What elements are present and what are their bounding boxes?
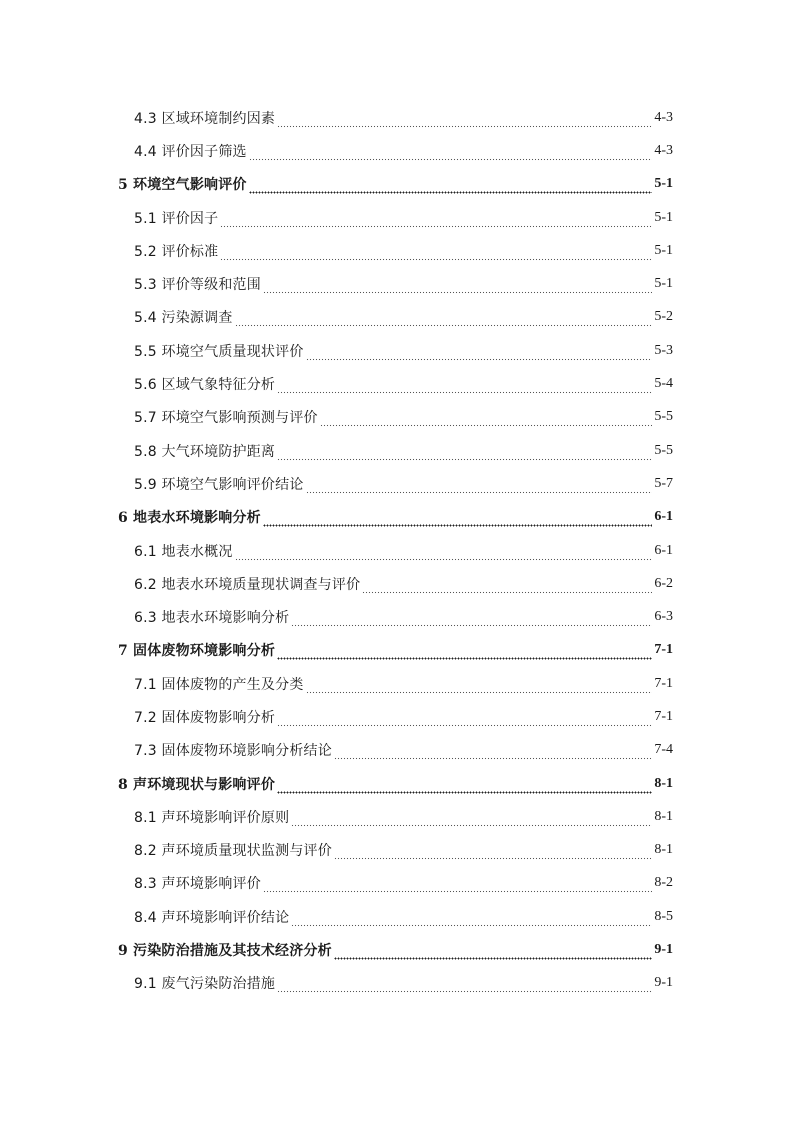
toc-entry-title: 8 声环境现状与影响评价 [118, 776, 276, 793]
toc-section-entry[interactable] [0, 600, 794, 633]
toc-section-entry[interactable] [0, 534, 794, 567]
toc-entry-title: 5.6 区域气象特征分析 [134, 377, 276, 394]
toc-entry-page-number: 7-1 [654, 675, 673, 691]
toc-section-entry[interactable] [0, 134, 794, 167]
toc-entry-title: 6.3 地表水环境影响分析 [134, 610, 290, 627]
toc-entry-title: 8.1 声环境影响评价原则 [134, 809, 290, 826]
toc-section-entry[interactable] [0, 734, 794, 767]
toc-entry-page-number: 5-1 [654, 176, 673, 192]
toc-entry-page-number: 5-1 [654, 242, 673, 258]
toc-dot-leader [306, 480, 653, 494]
toc-entry-title: 4.3 区域环境制约因素 [134, 110, 276, 127]
toc-entry-page-number: 4-3 [654, 142, 673, 158]
toc-dot-leader [277, 780, 652, 794]
toc-dot-leader [263, 513, 653, 527]
toc-dot-leader [249, 147, 653, 161]
toc-entry-title: 7 固体废物环境影响分析 [118, 643, 276, 660]
toc-dot-leader [220, 247, 652, 261]
toc-entry-page-number: 5-7 [654, 475, 673, 491]
toc-entry-title: 5.1 评价因子 [134, 210, 219, 227]
toc-section-entry[interactable] [0, 900, 794, 933]
toc-entry-page-number: 8-2 [654, 875, 673, 891]
toc-entry-title: 5.4 污染源调查 [134, 310, 233, 327]
toc-section-entry[interactable] [0, 467, 794, 500]
toc-entry-title: 4.4 评价因子筛选 [134, 143, 247, 160]
toc-chapter-entry[interactable] [0, 501, 794, 534]
toc-entry-title: 9.1 废气污染防治措施 [134, 976, 276, 993]
toc-chapter-entry[interactable] [0, 933, 794, 966]
toc-entry-title: 5.9 环境空气影响评价结论 [134, 476, 304, 493]
toc-dot-leader [235, 547, 653, 561]
toc-entry-page-number: 7-1 [654, 708, 673, 724]
toc-dot-leader [277, 713, 652, 727]
table-of-contents [0, 101, 794, 1000]
toc-dot-leader [249, 180, 653, 194]
toc-entry-page-number: 8-1 [654, 775, 673, 791]
toc-entry-title: 7.2 固体废物影响分析 [134, 709, 276, 726]
toc-dot-leader [362, 580, 652, 594]
toc-entry-title: 7.3 固体废物环境影响分析结论 [134, 743, 332, 760]
toc-entry-page-number: 6-1 [654, 509, 673, 525]
toc-entry-page-number: 7-4 [654, 742, 673, 758]
toc-section-entry[interactable] [0, 367, 794, 400]
toc-entry-page-number: 5-5 [654, 442, 673, 458]
toc-section-entry[interactable] [0, 867, 794, 900]
toc-entry-title: 5.3 评价等级和范围 [134, 277, 261, 294]
toc-entry-page-number: 9-1 [654, 942, 673, 958]
toc-entry-title: 6.2 地表水环境质量现状调查与评价 [134, 576, 361, 593]
toc-section-entry[interactable] [0, 301, 794, 334]
toc-entry-title: 5 环境空气影响评价 [118, 177, 247, 194]
toc-entry-page-number: 6-2 [654, 575, 673, 591]
toc-dot-leader [277, 380, 652, 394]
toc-entry-page-number: 6-1 [654, 542, 673, 558]
toc-entry-title: 5.7 环境空气影响预测与评价 [134, 410, 318, 427]
toc-entry-page-number: 8-1 [654, 842, 673, 858]
toc-entry-title: 5.5 环境空气质量现状评价 [134, 343, 304, 360]
toc-section-entry[interactable] [0, 567, 794, 600]
toc-entry-title: 9 污染防治措施及其技术经济分析 [118, 943, 332, 960]
toc-section-entry[interactable] [0, 800, 794, 833]
toc-section-entry[interactable] [0, 667, 794, 700]
toc-chapter-entry[interactable] [0, 168, 794, 201]
toc-entry-page-number: 5-3 [654, 342, 673, 358]
toc-dot-leader [220, 214, 652, 228]
toc-entry-title: 5.8 大气环境防护距离 [134, 443, 276, 460]
toc-section-entry[interactable] [0, 201, 794, 234]
toc-section-entry[interactable] [0, 401, 794, 434]
toc-entry-title: 7.1 固体废物的产生及分类 [134, 676, 304, 693]
toc-dot-leader [235, 313, 653, 327]
toc-entry-title: 6.1 地表水概况 [134, 543, 233, 560]
toc-entry-page-number: 5-1 [654, 209, 673, 225]
toc-entry-page-number: 5-1 [654, 276, 673, 292]
toc-section-entry[interactable] [0, 434, 794, 467]
toc-entry-page-number: 5-4 [654, 376, 673, 392]
toc-entry-title: 8.3 声环境影响评价 [134, 876, 261, 893]
toc-dot-leader [306, 347, 653, 361]
toc-section-entry[interactable] [0, 101, 794, 134]
toc-entry-page-number: 4-3 [654, 109, 673, 125]
toc-dot-leader [277, 979, 652, 993]
toc-entry-title: 6 地表水环境影响分析 [118, 510, 261, 527]
toc-section-entry[interactable] [0, 834, 794, 867]
toc-dot-leader [291, 913, 652, 927]
toc-entry-page-number: 5-5 [654, 409, 673, 425]
toc-entry-page-number: 6-3 [654, 609, 673, 625]
toc-dot-leader [320, 413, 653, 427]
toc-entry-title: 5.2 评价标准 [134, 243, 219, 260]
toc-entry-page-number: 9-1 [654, 975, 673, 991]
toc-entry-page-number: 5-2 [654, 309, 673, 325]
toc-chapter-entry[interactable] [0, 634, 794, 667]
toc-dot-leader [263, 879, 652, 893]
toc-dot-leader [334, 746, 652, 760]
toc-dot-leader [277, 447, 652, 461]
toc-dot-leader [306, 680, 653, 694]
toc-entry-page-number: 8-1 [654, 808, 673, 824]
toc-entry-title: 8.2 声环境质量现状监测与评价 [134, 843, 332, 860]
toc-dot-leader [291, 813, 652, 827]
toc-section-entry[interactable] [0, 967, 794, 1000]
toc-section-entry[interactable] [0, 234, 794, 267]
toc-dot-leader [291, 613, 652, 627]
toc-entry-page-number: 8-5 [654, 908, 673, 924]
toc-dot-leader [277, 646, 652, 660]
toc-chapter-entry[interactable] [0, 767, 794, 800]
toc-dot-leader [334, 846, 652, 860]
toc-section-entry[interactable] [0, 334, 794, 367]
toc-entry-title: 8.4 声环境影响评价结论 [134, 909, 290, 926]
toc-section-entry[interactable] [0, 700, 794, 733]
toc-dot-leader [334, 946, 653, 960]
toc-dot-leader [277, 114, 652, 128]
toc-section-entry[interactable] [0, 267, 794, 300]
toc-dot-leader [263, 280, 652, 294]
toc-entry-page-number: 7-1 [654, 642, 673, 658]
